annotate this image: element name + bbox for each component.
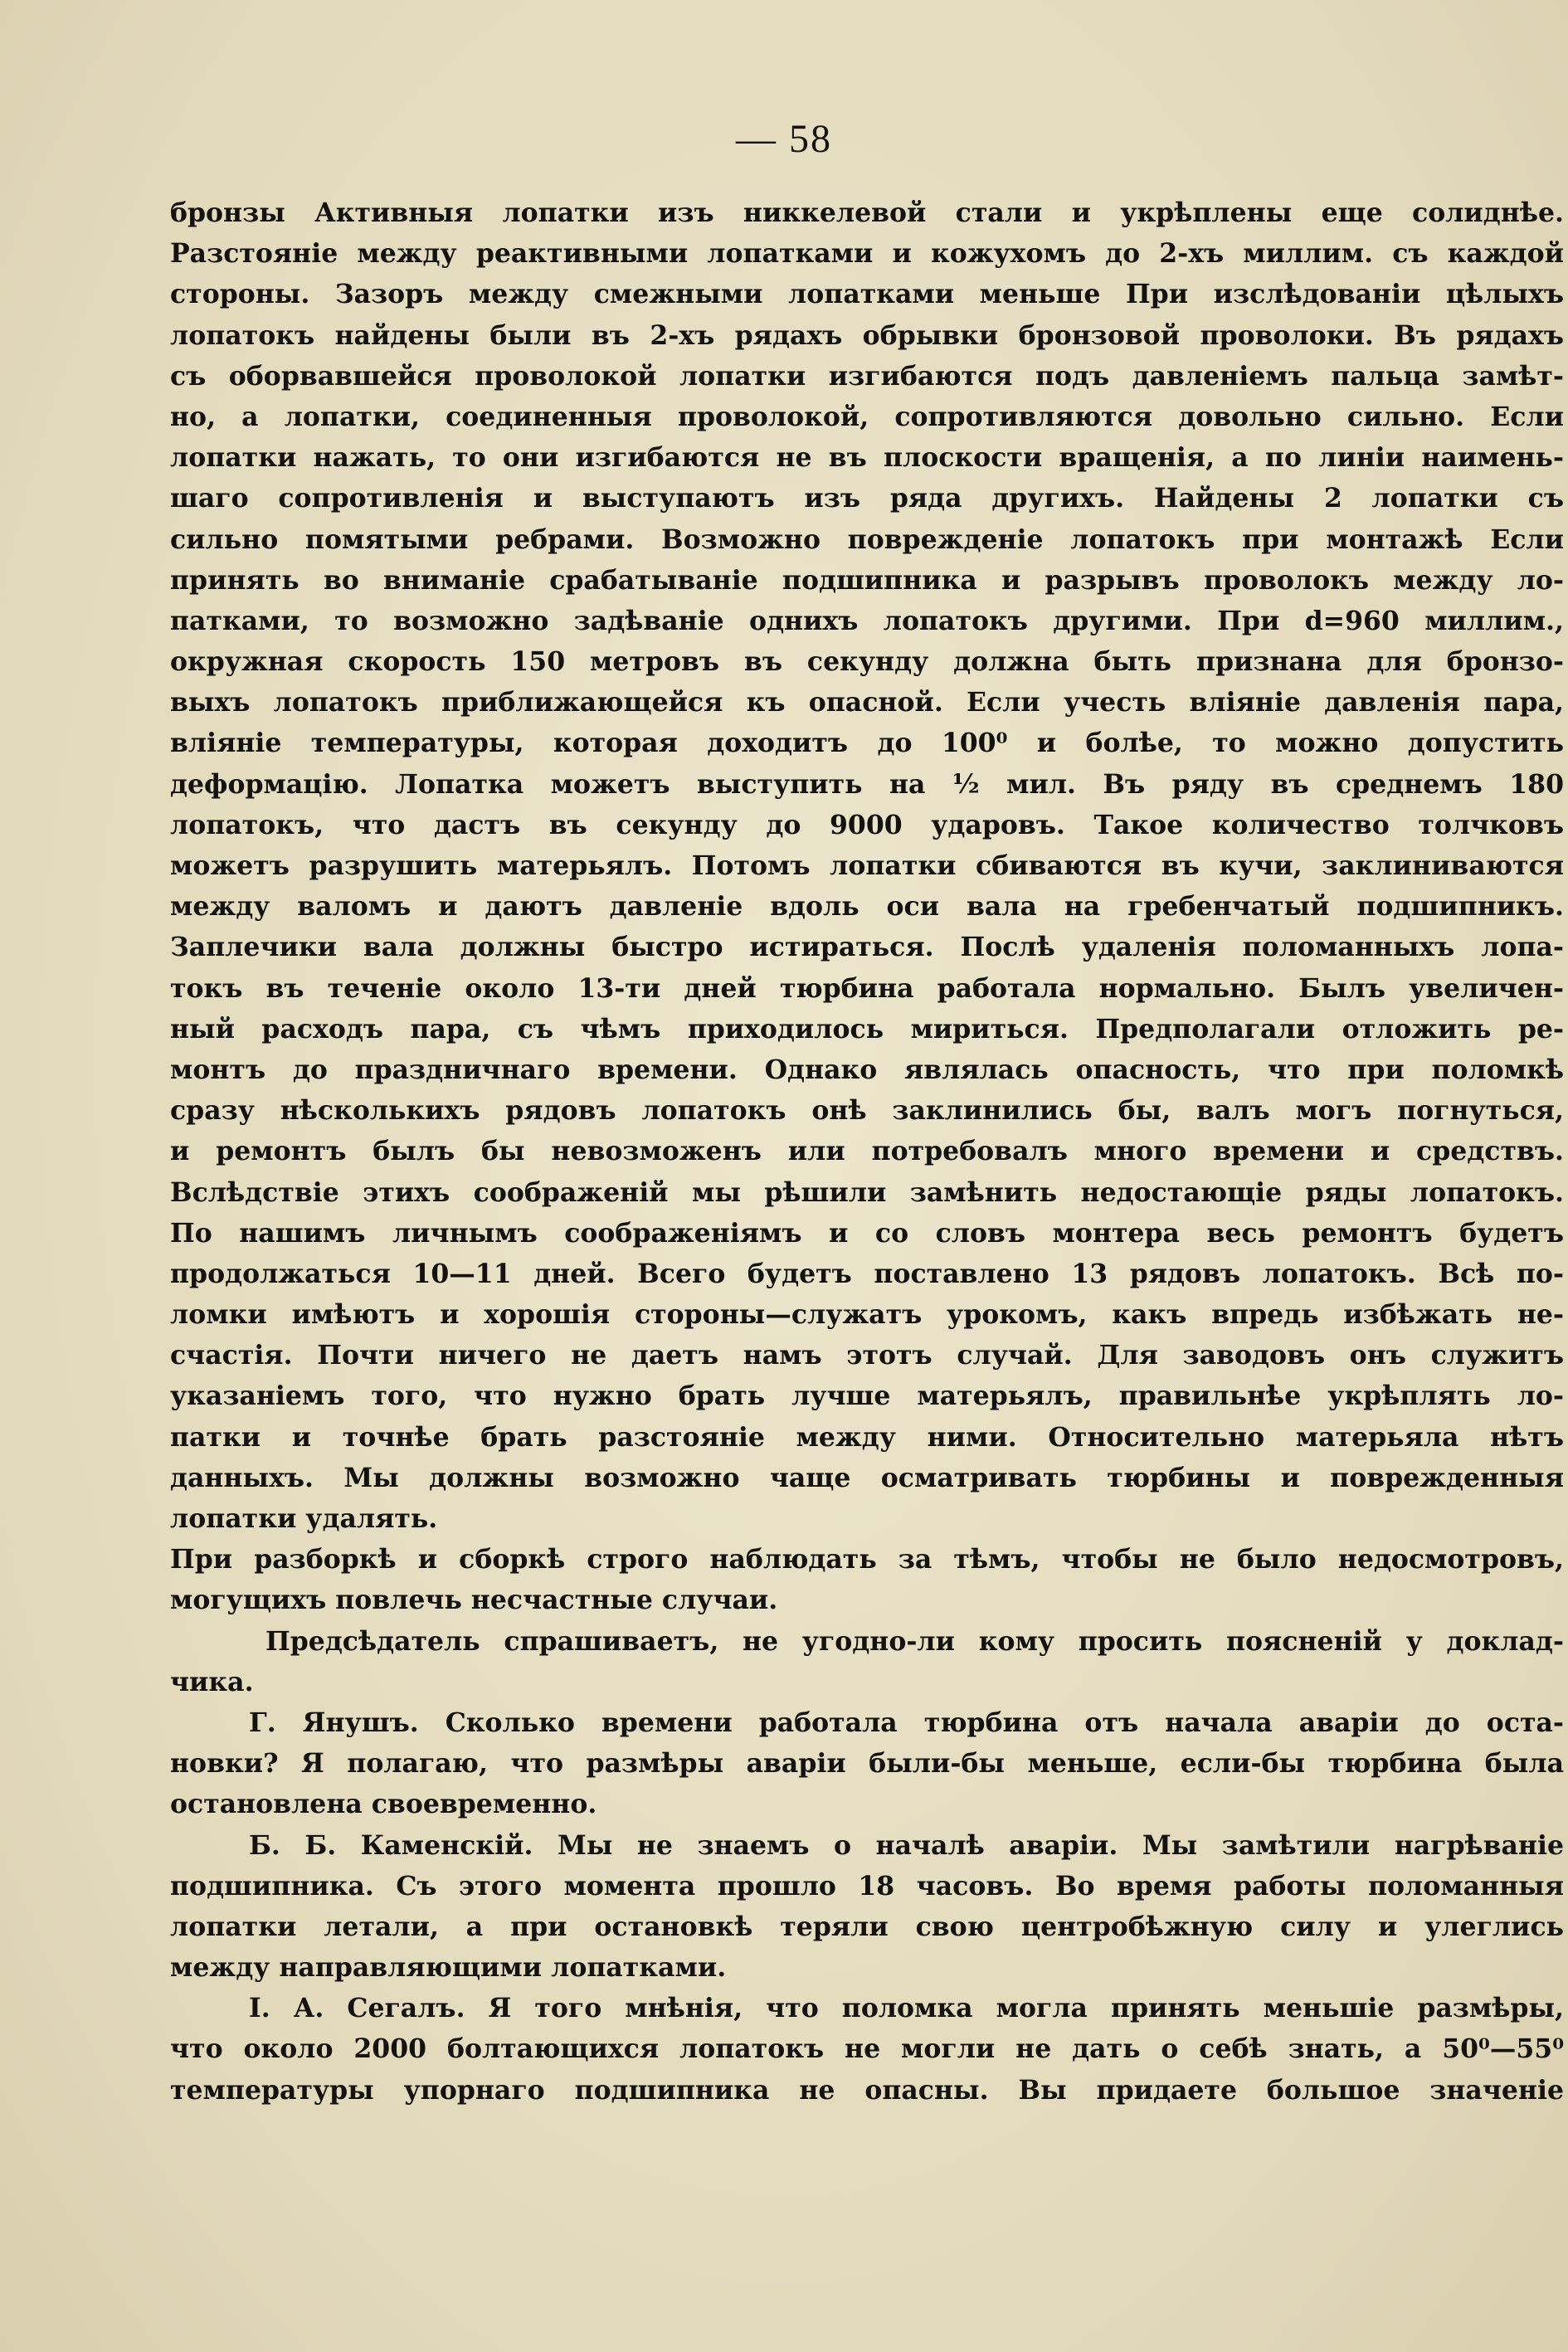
text-line: лопатки летали, а при остановкѣ теряли свою центробѣжную силу и улеглись bbox=[170, 1911, 1564, 1942]
text-line: сразу нѣсколькихъ рядовъ лопатокъ онѣ заклинились бы, валъ могъ погнуться, bbox=[170, 1095, 1564, 1127]
text-line: указаніемъ того, что нужно брать лучше матерьялъ, правильнѣе укрѣплять ло- bbox=[170, 1381, 1564, 1412]
text-line: стороны. Зазоръ между смежными лопатками меньше При изслѣдованіи цѣлыхъ bbox=[170, 279, 1564, 310]
text-line: патки и точнѣе брать разстояніе между ними. Относительно матерьяла нѣтъ bbox=[170, 1421, 1564, 1453]
text-line: остановлена своевременно. bbox=[170, 1789, 597, 1820]
text-line: лопатки нажать, то они изгибаются не въ плоскости вращенія, а по линіи наимень- bbox=[170, 442, 1564, 474]
text-line: принять во вниманіе срабатываніе подшипника и разрывъ проволокъ между ло- bbox=[170, 564, 1564, 596]
text-line: При разборкѣ и сборкѣ строго наблюдать за тѣмъ, чтобы не было недосмотровъ, bbox=[170, 1544, 1564, 1575]
text-line: температуры упорнаго подшипника не опасны. Вы придаете большое значеніе bbox=[170, 2074, 1564, 2106]
text-line: ный расходъ пара, съ чѣмъ приходилось мириться. Предполагали отложить ре- bbox=[170, 1013, 1564, 1045]
text-line: I. А. Сегалъ. Я того мнѣнія, что поломка могла принять меньшіе размѣры, bbox=[249, 1993, 1564, 2024]
text-line: деформацію. Лопатка можетъ выступить на ½ мил. Въ ряду въ среднемъ 180 bbox=[170, 768, 1564, 800]
text-line: чика. bbox=[170, 1666, 254, 1697]
text-line: можетъ разрушить матерьялъ. Потомъ лопатки сбиваются въ кучи, заклиниваются bbox=[170, 850, 1564, 881]
text-line: окружная скорость 150 метровъ въ секунду должна быть признана для бронзо- bbox=[170, 646, 1564, 678]
text-line: счастія. Почти ничего не даетъ намъ этотъ случай. Для заводовъ онъ служитъ bbox=[170, 1340, 1564, 1371]
text-line: патками, то возможно задѣваніе однихъ лопатокъ другими. При d=960 миллим., bbox=[170, 605, 1564, 636]
text-line: могущихъ повлечь несчастные случаи. bbox=[170, 1585, 778, 1616]
text-line: Б. Б. Каменскій. Мы не знаемъ о началѣ аваріи. Мы замѣтили нагрѣваніе bbox=[249, 1829, 1564, 1861]
text-line: данныхъ. Мы должны возможно чаще осматривать тюрбины и поврежденныя bbox=[170, 1462, 1564, 1493]
text-line: вліяніе температуры, которая доходитъ до 100⁰ и болѣе, то можно допустить bbox=[170, 728, 1564, 759]
text-line: бронзы Активныя лопатки изъ никкелевой стали и укрѣплены еще солиднѣе. bbox=[170, 197, 1564, 228]
text-line: сильно помятыми ребрами. Возможно поврежденіе лопатокъ при монтажѣ Если bbox=[170, 523, 1564, 555]
text-line: лопатокъ найдены были въ 2-хъ рядахъ обрывки бронзовой проволоки. Въ рядахъ bbox=[170, 319, 1564, 351]
text-line: новки? Я полагаю, что размѣры аваріи были-бы меньше, если-бы тюрбина была bbox=[170, 1748, 1564, 1780]
text-line: лопатокъ, что дастъ въ секунду до 9000 ударовъ. Такое количество толчковъ bbox=[170, 809, 1564, 840]
text-line: шаго сопротивленія и выступаютъ изъ ряда другихъ. Найдены 2 лопатки съ bbox=[170, 483, 1564, 514]
text-line: между валомъ и даютъ давленіе вдоль оси вала на гребенчатый подшипникъ. bbox=[170, 891, 1564, 923]
body-text bbox=[170, 192, 1564, 2111]
text-line: По нашимъ личнымъ соображеніямъ и со словъ монтера весь ремонтъ будетъ bbox=[170, 1217, 1564, 1249]
text-line: но, а лопатки, соединенныя проволокой, сопротивляются довольно сильно. Если bbox=[170, 401, 1564, 432]
text-line: съ оборвавшейся проволокой лопатки изгибаются подъ давленіемъ пальца замѣт- bbox=[170, 360, 1564, 392]
text-line: Г. Янушъ. Сколько времени работала тюрбина отъ начала аваріи до оста- bbox=[249, 1707, 1564, 1738]
text-line: ломки имѣютъ и хорошія стороны—служатъ урокомъ, какъ впредь избѣжать не- bbox=[170, 1299, 1564, 1331]
text-line: Разстояніе между реактивными лопатками и кожухомъ до 2-хъ миллим. съ каждой bbox=[170, 238, 1564, 270]
text-line: выхъ лопатокъ приближающейся къ опасной. Если учесть вліяніе давленія пара, bbox=[170, 687, 1564, 718]
text-line: между направляющими лопатками. bbox=[170, 1952, 727, 1984]
text-line: продолжаться 10—11 дней. Всего будетъ поставлено 13 рядовъ лопатокъ. Всѣ по- bbox=[170, 1258, 1564, 1289]
text-line: монтъ до праздничнаго времени. Однако являлась опасность, что при поломкѣ bbox=[170, 1054, 1564, 1085]
text-line: Заплечики вала должны быстро истираться. Послѣ удаленія поломанныхъ лопа- bbox=[170, 932, 1564, 963]
text-line: лопатки удалять. bbox=[170, 1503, 438, 1534]
text-line: Вслѣдствіе этихъ соображеній мы рѣшили замѣнить недостающіе ряды лопатокъ. bbox=[170, 1176, 1564, 1208]
text-line: что около 2000 болтающихся лопатокъ не могли не дать о себѣ знать, а 50⁰—55⁰ bbox=[170, 2033, 1564, 2065]
text-line: и ремонтъ былъ бы невозможенъ или потребовалъ много времени и средствъ. bbox=[170, 1136, 1564, 1167]
text-line: токъ въ теченіе около 13-ти дней тюрбина работала нормально. Былъ увеличен- bbox=[170, 972, 1564, 1004]
text-line: подшипника. Съ этого момента прошло 18 часовъ. Во время работы поломанныя bbox=[170, 1870, 1564, 1902]
page-number: — 58 bbox=[736, 117, 832, 161]
text-line: Предсѣдатель спрашиваетъ, не угодно-ли кому просить поясненій у доклад- bbox=[265, 1625, 1564, 1657]
